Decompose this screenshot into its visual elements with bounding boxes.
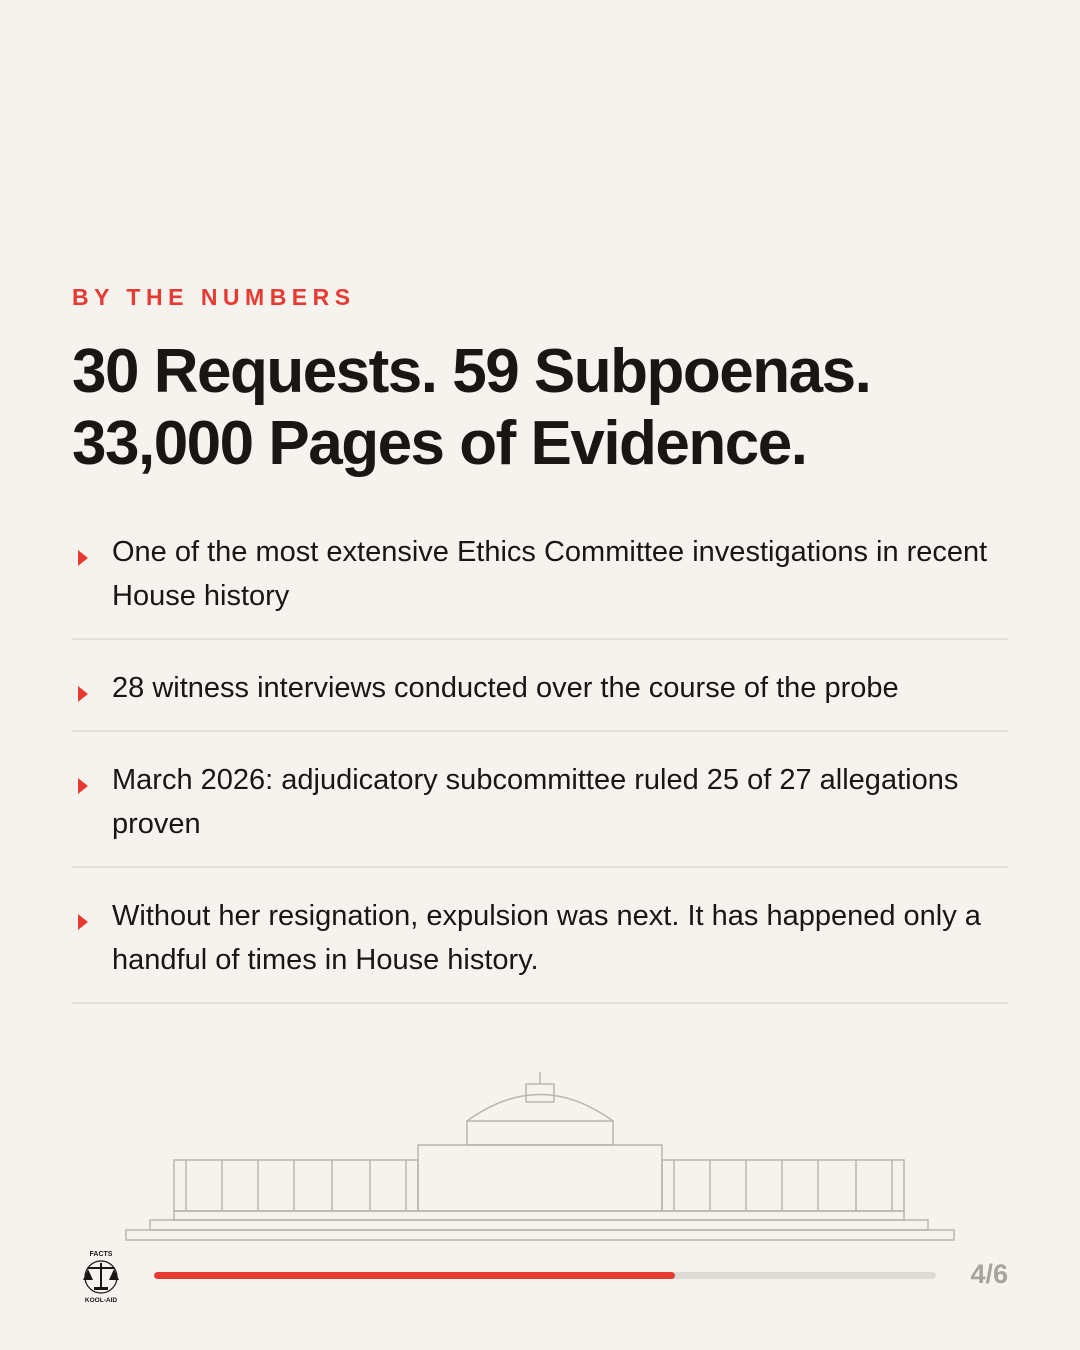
page-title-line-2: 33,000 Pages of Evidence. — [72, 409, 807, 478]
capitol-building-icon — [120, 1068, 960, 1244]
triangle-right-icon — [78, 914, 88, 930]
triangle-right-icon — [78, 778, 88, 794]
section-eyebrow: BY THE NUMBERS — [72, 284, 356, 310]
list-item — [72, 522, 1008, 640]
list-item-text: March 2026: adjudicatory subcommittee ruled 25 of 27 allegations proven — [112, 764, 959, 840]
progress-bar — [154, 1272, 936, 1279]
page-title — [72, 336, 1032, 480]
page-indicator: 4/6 — [970, 1259, 1008, 1289]
list-item — [72, 886, 1008, 1004]
scales-of-justice-icon — [78, 1248, 124, 1304]
list-item-text: One of the most extensive Ethics Committee investigations in recent House history — [112, 536, 988, 612]
list-item-text: 28 witness interviews conducted over the course of the probe — [112, 672, 899, 704]
page-title-line-1: 30 Requests. 59 Subpoenas. — [72, 337, 871, 406]
logo-top-text: FACTS — [89, 1251, 113, 1258]
progress-bar-fill — [154, 1272, 675, 1279]
triangle-right-icon — [78, 550, 88, 566]
logo-bottom-text: KOOL-AID — [84, 1297, 118, 1304]
triangle-right-icon — [78, 686, 88, 702]
list-item — [72, 750, 1008, 868]
list-item-text: Without her resignation, expulsion was next. It has happened only a handful of times in House history. — [112, 900, 981, 976]
list-item — [72, 658, 1008, 732]
fact-list — [72, 522, 1008, 1022]
